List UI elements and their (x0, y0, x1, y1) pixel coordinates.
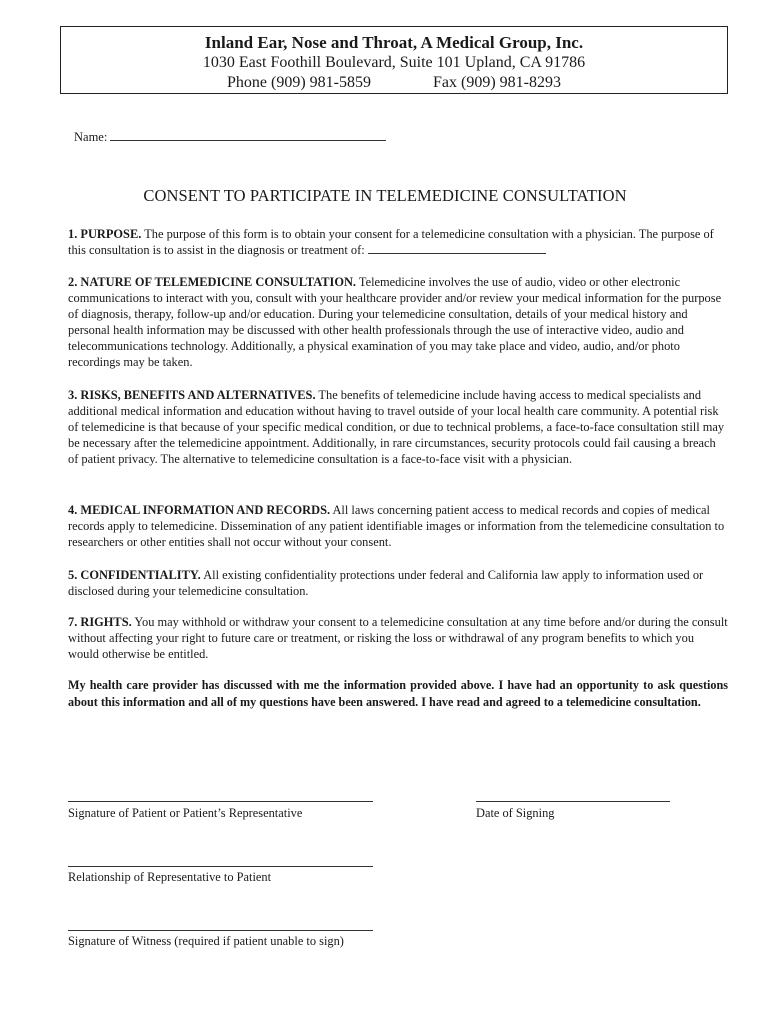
section-nature (68, 274, 728, 370)
section-heading: 5. CONFIDENTIALITY. (68, 568, 201, 582)
patient-signature-line[interactable] (68, 801, 373, 802)
section-heading: 2. NATURE OF TELEMEDICINE CONSULTATION. (68, 275, 357, 289)
section-purpose (68, 226, 728, 258)
section-text: The benefits of telemedicine include having access to medical specialists and additional medical information and education without having to travel outside of your local health care community. A potential risk of telemedicine is that because of your specific medical condition, or due to technical problems, a face-to-face consultation still may be necessary after the telemedicine appointment. Additionally, in rare circumstances, security protocols could fail causing a breach of patient privacy. The alternative to telemedicine consultation is a face-to-face visit with a physician. (68, 388, 725, 466)
date-signing-line[interactable] (476, 801, 670, 802)
section-text: All existing confidentiality protections under federal and California law apply to information used or disclosed during your telemedicine consultation. (68, 568, 704, 598)
name-label: Name: (74, 130, 108, 144)
date-signing-label: Date of Signing (476, 806, 555, 820)
phone-number: Phone (909) 981-5859 (227, 74, 371, 91)
letterhead (60, 26, 728, 94)
section-rights (68, 614, 728, 662)
diagnosis-blank-line[interactable] (368, 242, 546, 254)
witness-signature-label: Signature of Witness (required if patient unable to sign) (68, 934, 344, 948)
name-field (74, 128, 386, 145)
section-text: Telemedicine involves the use of audio, video or other electronic communications to interact with you, consult with your healthcare provider and/or review your medical information for the purpose of diagnosis, therapy, follow-up and/or education. During your telemedicine consultation, details of your medical history and personal health information may be discussed with other health professionals through the use of interactive video, audio and telecommunications technology. Additionally, a physical examination of you may take place and video, audio, and/or photo recordings may be taken. (68, 275, 722, 369)
acknowledgement-statement: My health care provider has discussed with me the information provided above. I have had an opportunity to ask questions about this information and all of my questions have been answered. I have read and agreed to a telemedicine consultation. (68, 678, 728, 709)
section-confidentiality (68, 567, 728, 599)
org-name: Inland Ear, Nose and Throat, A Medical Group, Inc. (204, 33, 584, 52)
relationship-line[interactable] (68, 866, 373, 867)
relationship-label: Relationship of Representative to Patient (68, 870, 272, 884)
witness-signature-line[interactable] (68, 930, 373, 931)
org-address: 1030 East Foothill Boulevard, Suite 101 Upland, CA 91786 (202, 54, 586, 71)
patient-signature-label: Signature of Patient or Patient’s Representative (68, 806, 303, 820)
form-title: CONSENT TO PARTICIPATE IN TELEMEDICINE CONSULTATION (143, 186, 627, 205)
section-heading: 7. RIGHTS. (68, 615, 132, 629)
name-input-line[interactable] (110, 128, 386, 141)
section-text: You may withhold or withdraw your consent to a telemedicine consultation at any time before and/or during the consult without affecting your right to future care or treatment, or risking the loss or withdrawal of any program benefits to which you would otherwise be entitled. (68, 615, 728, 661)
section-heading: 3. RISKS, BENEFITS AND ALTERNATIVES. (68, 388, 316, 402)
section-heading: 1. PURPOSE. (68, 227, 142, 241)
section-heading: 4. MEDICAL INFORMATION AND RECORDS. (68, 503, 331, 517)
contact-line (61, 73, 727, 93)
fax-number: Fax (909) 981-8293 (433, 74, 561, 91)
section-text: The purpose of this form is to obtain your consent for a telemedicine consultation with a physician. The purpose of this consultation is to assist in the diagnosis or treatment of: (68, 227, 714, 257)
section-risks (68, 387, 728, 467)
section-text: All laws concerning patient access to medical records and copies of medical records apply to telemedicine. Dissemination of any patient identifiable images or information from the telemedicine consultation to researchers or other entities shall not occur without your consent. (68, 503, 725, 549)
section-records (68, 502, 728, 550)
